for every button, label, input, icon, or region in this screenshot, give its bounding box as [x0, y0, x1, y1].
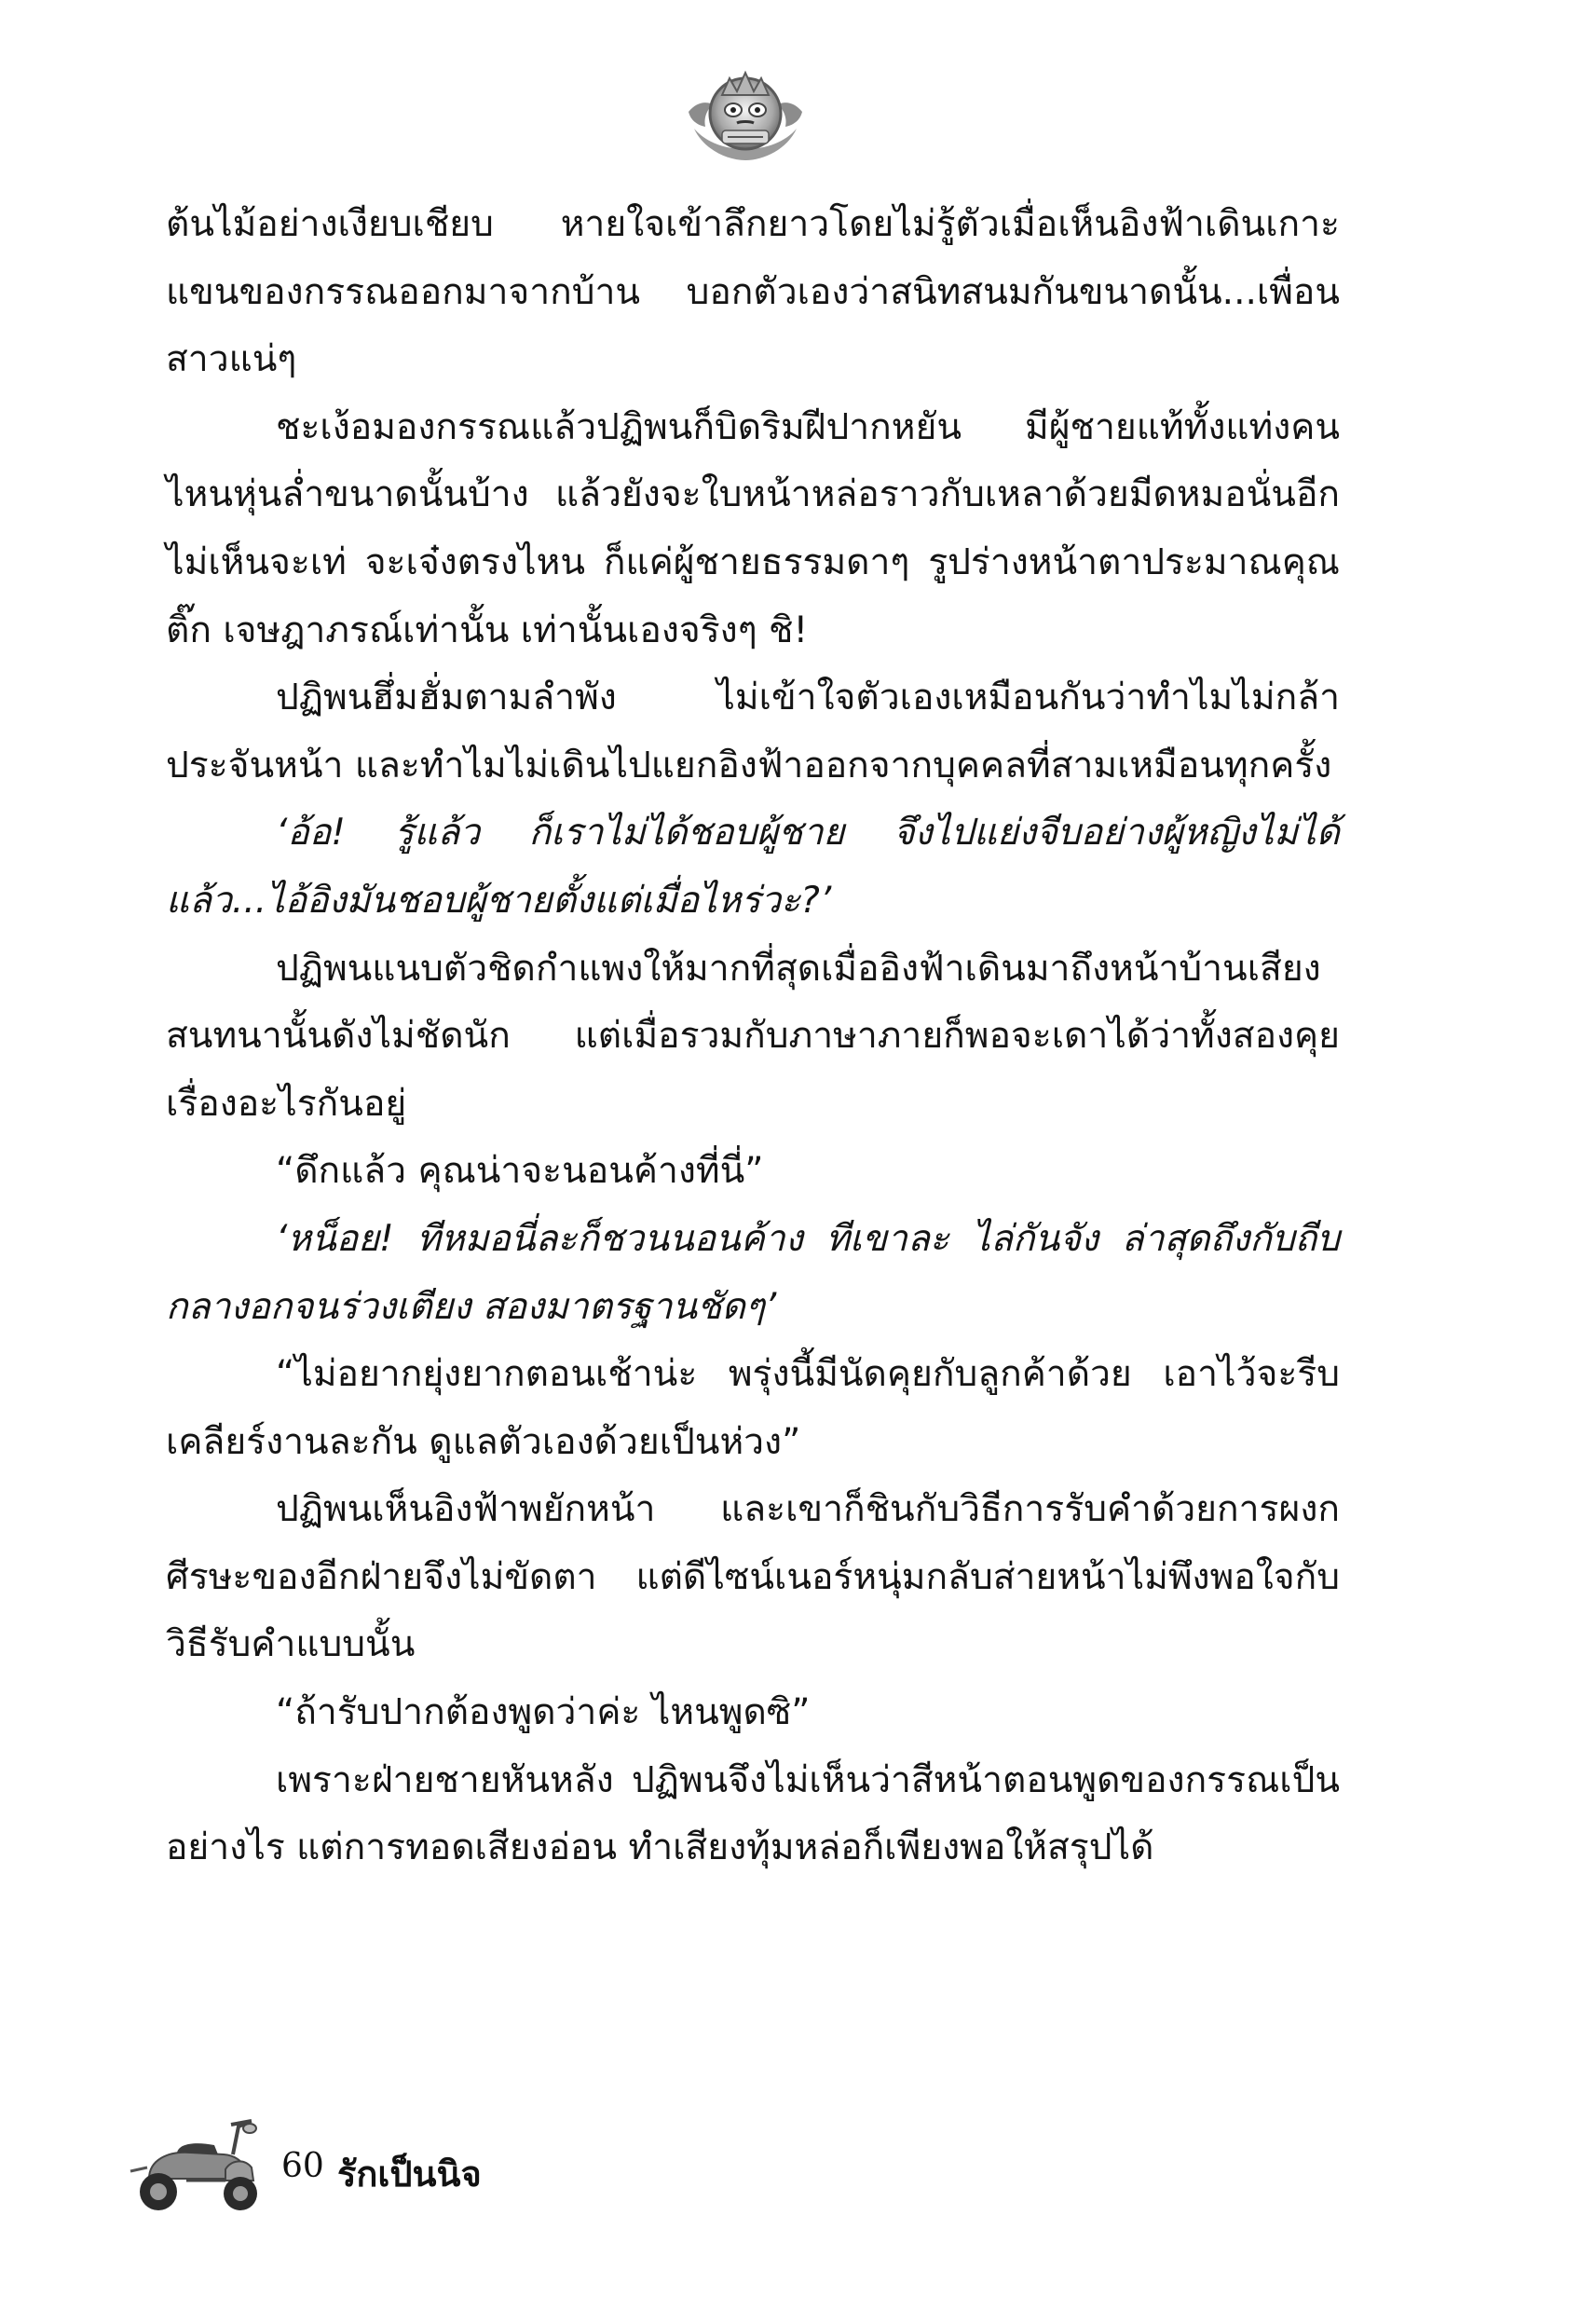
page-number: 60 [281, 2147, 324, 2185]
paragraph-5: ปฏิพนแนบตัวชิดกำแพงให้มากที่สุดเมื่ออิงฟ้าเดินมาถึงหน้าบ้านเสียงสนทนานั้นดังไม่ชัดนัก แต่เมื่อรวมกับภาษาภายก็พอจะเดาได้ว่าทั้งสองคุยเรื่องอะไรกันอยู่ [166, 947, 1340, 1125]
book-title: รักเป็นนิจ [337, 2154, 482, 2195]
scooter-icon [121, 2113, 275, 2216]
paragraph-3: ปฏิพนฮึ่มฮั่มตามลำพัง ไม่เข้าใจตัวเองเหมือนกันว่าทำไมไม่กล้าประจันหน้า และทำไมไม่เดินไปแยกอิงฟ้าออกจากบุคคลที่สามเหมือนทุกครั้ง [166, 677, 1340, 786]
paragraph-2: ชะเง้อมองกรรณแล้วปฏิพนก็บิดริมฝีปากหยัน มีผู้ชายแท้ทั้งแท่งคนไหนหุ่นล่ำขนาดนั้นบ้าง แล้วยังจะใบหน้าหล่อราวกับเหลาด้วยมีดหมอนั่นอีก ไม่เห็นจะเท่ จะเจ๋งตรงไหน ก็แค่ผู้ชายธรรมดาๆ รูปร่างหน้าตาประมาณคุณติ๊ก เจษฎาภรณ์เท่านั้น เท่านั้นเองจริงๆ ชิ! [166, 405, 1340, 651]
paragraph-10-dialogue: “ถ้ารับปากต้องพูดว่าค่ะ ไหนพูดซิ” [276, 1691, 811, 1734]
page-footer [121, 2113, 773, 2216]
paragraph-9: ปฏิพนเห็นอิงฟ้าพยักหน้า และเขาก็ชินกับวิธีการรับคำด้วยการผงกศีรษะของอีกฝ่ายจึงไม่ขัดตา แต่ดีไซน์เนอร์หนุ่มกลับส่ายหน้าไม่พึงพอใจกับวิธีรับคำแบบนั้น [166, 1488, 1340, 1666]
paragraph-11: เพราะฝ่ายชายหันหลัง ปฏิพนจึงไม่เห็นว่าสีหน้าตอนพูดของกรรณเป็นอย่างไร แต่การทอดเสียงอ่อน ทำเสียงทุ้มหล่อก็เพียงพอให้สรุปได้ [166, 1758, 1340, 1869]
paragraph-4-thought: ‘อ้อ! รู้แล้ว ก็เราไม่ได้ชอบผู้ชาย จึงไปแย่งจีบอย่างผู้หญิงไม่ได้แล้ว...ไอ้อิงมันชอบผู้ชายตั้งแต่เมื่อไหร่วะ?’ [166, 812, 1340, 922]
paragraph-7-thought: ‘หน็อย! ทีหมอนี่ละก็ชวนนอนค้าง ทีเขาละ ไล่กันจัง ล่าสุดถึงกับถีบกลางอกจนร่วงเตียง สองมาตรฐานชัดๆ’ [166, 1217, 1340, 1328]
paragraph-6-dialogue: “ดึกแล้ว คุณน่าจะนอนค้างที่นี่” [276, 1150, 764, 1193]
paragraph-8-dialogue: “ไม่อยากยุ่งยากตอนเช้าน่ะ พรุ่งนี้มีนัดคุยกับลูกค้าด้วย เอาไว้จะรีบเคลียร์งานละกัน ดูแลตัวเองด้วยเป็นห่วง” [166, 1353, 1340, 1463]
paragraph-1: ต้นไม้อย่างเงียบเชียบ หายใจเข้าลึกยาวโดยไม่รู้ตัวเมื่อเห็นอิงฟ้าเดินเกาะแขนของกรรณออกมาจากบ้าน บอกตัวเองว่าสนิทสนมกันขนาดนั้น...เพื่อนสาวแน่ๆ [166, 203, 1340, 381]
publisher-emblem-icon [685, 56, 806, 168]
body-text [166, 191, 1340, 1882]
